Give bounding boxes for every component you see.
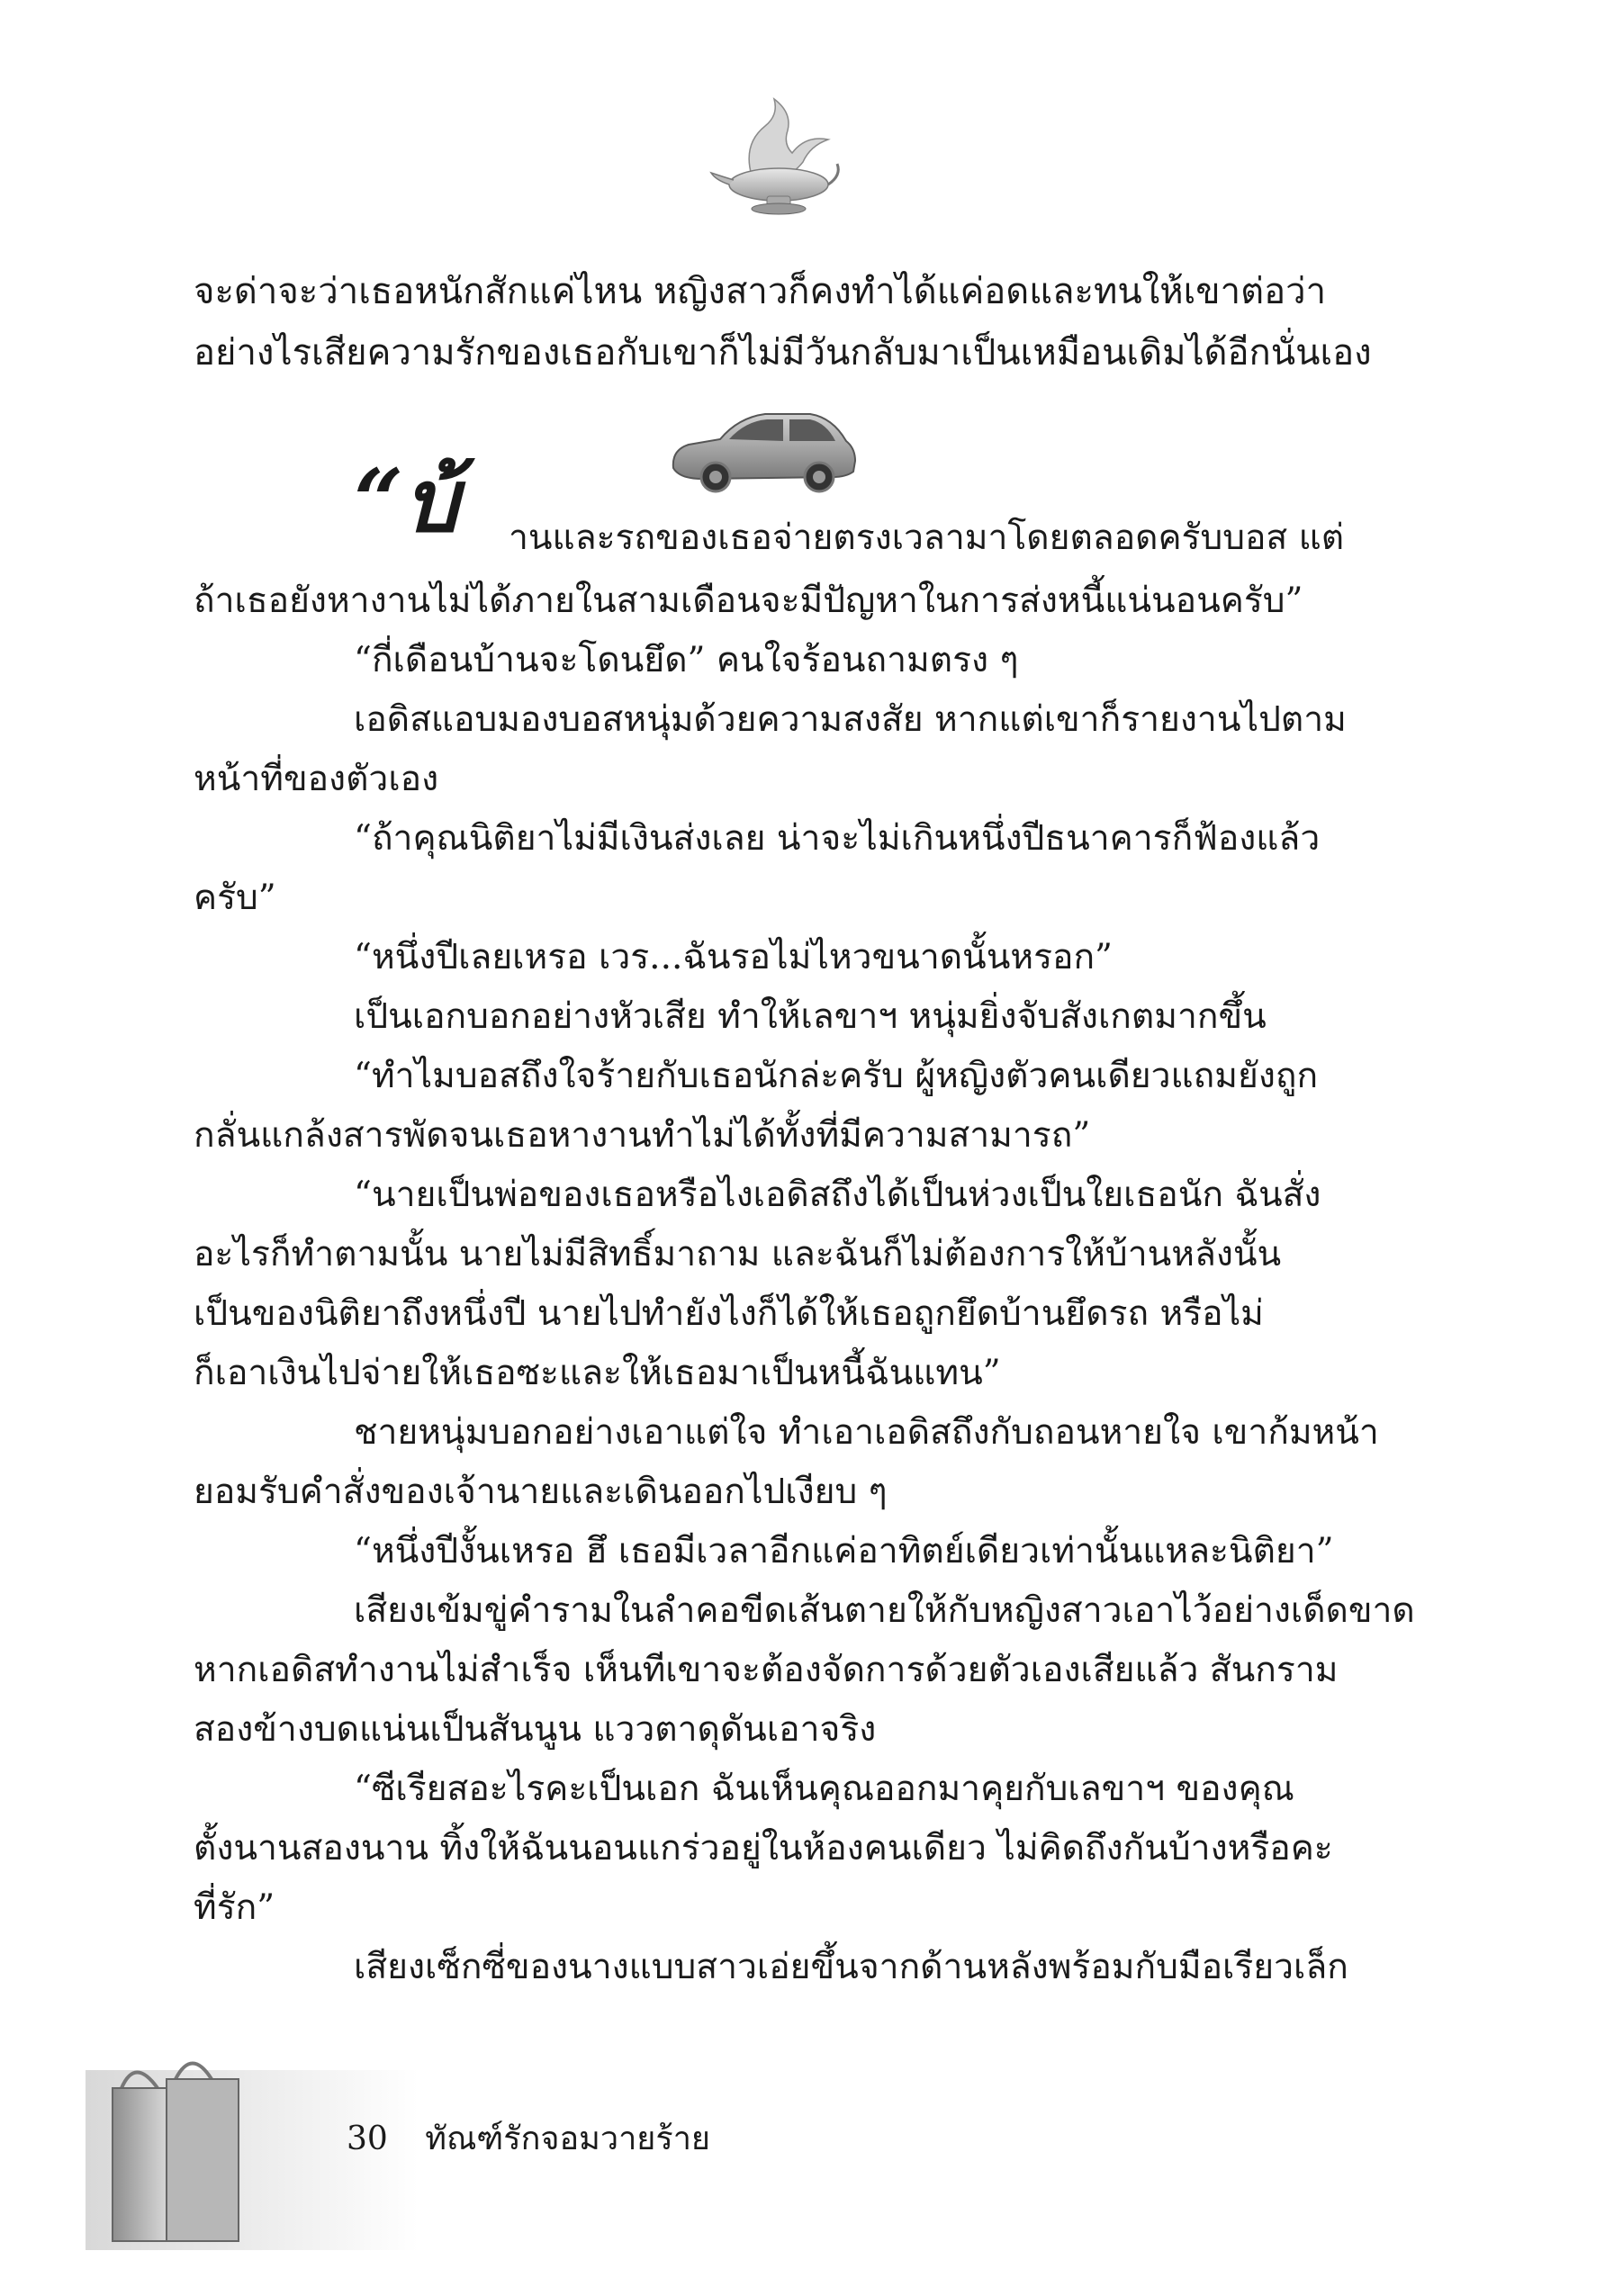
text-line: หากเอดิสทำงานไม่สำเร็จ เห็นทีเขาจะต้องจัดการด้วยตัวเองเสียแล้ว สันกราม: [194, 1650, 1339, 1690]
dropcap-line-text: านและรถของเธอจ่ายตรงเวลามาโดยตลอดครับบอส แต่: [509, 518, 1345, 558]
text-line: อย่างไรเสียความรักของเธอกับเขาก็ไม่มีวันกลับมาเป็นเหมือนเดิมได้อีกนั่นเอง: [194, 332, 1372, 374]
dropcap-line: [194, 450, 1345, 563]
text-line: “ถ้าคุณนิติยาไม่มีเงินส่งเลย น่าจะไม่เกินหนึ่งปีธนาคารก็ฟ้องแล้ว: [354, 818, 1321, 859]
text-line: จะด่าจะว่าเธอหนักสักแค่ไหน หญิงสาวก็คงทำได้แค่อดและทนให้เขาต่อว่า: [194, 271, 1327, 312]
text-line: เป็นของนิติยาถึงหนึ่งปี นายไปทำยังไงก็ได้ให้เธอถูกยึดบ้านยึดรถ หรือไม่: [194, 1293, 1264, 1334]
page-footer: [347, 2117, 710, 2162]
text-line: เอดิสแอบมองบอสหนุ่มด้วยความสงสัย หากแต่เขาก็รายงานไปตาม: [354, 699, 1347, 740]
text-line: เป็นเอกบอกอย่างหัวเสีย ทำให้เลขาฯ หนุ่มยิ่งจับสังเกตมากขึ้น: [354, 996, 1267, 1037]
text-line: “กี่เดือนบ้านจะโดนยึด” คนใจร้อนถามตรง ๆ: [354, 640, 1019, 680]
text-line: ตั้งนานสองนาน ทิ้งให้ฉันนอนแกร่วอยู่ในห้องคนเดียว ไม่คิดถึงกันบ้างหรือคะ: [194, 1828, 1333, 1868]
book-title: ทัณฑ์รักจอมวายร้าย: [425, 2120, 711, 2157]
text-line: กลั่นแกล้งสารพัดจนเธอหางานทำไม่ได้ทั้งที่มีความสามารถ”: [194, 1115, 1091, 1156]
text-line: เสียงเข้มขู่คำรามในลำคอขีดเส้นตายให้กับหญิงสาวเอาไว้อย่างเด็ดขาด: [354, 1590, 1415, 1631]
text-line: “หนึ่งปีเลยเหรอ เวร...ฉันรอไม่ไหวขนาดนั้นหรอก”: [354, 937, 1113, 977]
text-line: “ซีเรียสอะไรคะเป็นเอก ฉันเห็นคุณออกมาคุยกับเลขาฯ ของคุณ: [354, 1769, 1294, 1809]
genie-lamp-icon: [702, 90, 846, 225]
text-line: ยอมรับคำสั่งของเจ้านายและเดินออกไปเงียบ ๆ: [194, 1472, 888, 1512]
text-line: ที่รัก”: [194, 1887, 275, 1928]
text-line: “นายเป็นพ่อของเธอหรือไงเอดิสถึงได้เป็นห่วงเป็นใยเธอนัก ฉันสั่ง: [354, 1175, 1321, 1215]
opening-paragraph: [194, 261, 1372, 383]
text-line: ก็เอาเงินไปจ่ายให้เธอซะและให้เธอมาเป็นหนี้ฉันแทน”: [194, 1353, 1001, 1393]
text-line: เสียงเซ็กซี่ของนางแบบสาวเอ่ยขึ้นจากด้านหลังพร้อมกับมือเรียวเล็ก: [354, 1947, 1348, 1987]
text-line: หน้าที่ของตัวเอง: [194, 759, 439, 799]
text-line: ชายหนุ่มบอกอย่างเอาแต่ใจ ทำเอาเอดิสถึงกับถอนหายใจ เขาก้มหน้า: [354, 1412, 1379, 1453]
text-line: “ทำไมบอสถึงใจร้ายกับเธอนักล่ะครับ ผู้หญิงตัวคนเดียวแถมยังถูก: [354, 1056, 1319, 1096]
page-number: 30: [347, 2120, 388, 2157]
dropcap: “บ้: [354, 450, 459, 552]
text-line: อะไรก็ทำตามนั้น นายไม่มีสิทธิ์มาถาม และฉันก็ไม่ต้องการให้บ้านหลังนั้น: [194, 1234, 1282, 1274]
text-line: “หนึ่งปีงั้นเหรอ ฮึ เธอมีเวลาอีกแค่อาทิตย์เดียวเท่านั้นแหละนิติยา”: [354, 1531, 1334, 1571]
text-line: ครับ”: [194, 878, 276, 918]
text-line: สองข้างบดแน่นเป็นสันนูน แววตาดุดันเอาจริง: [194, 1709, 877, 1750]
text-line: ถ้าเธอยังหางานไม่ได้ภายในสามเดือนจะมีปัญหาในการส่งหนี้แน่นอนครับ”: [194, 581, 1303, 621]
